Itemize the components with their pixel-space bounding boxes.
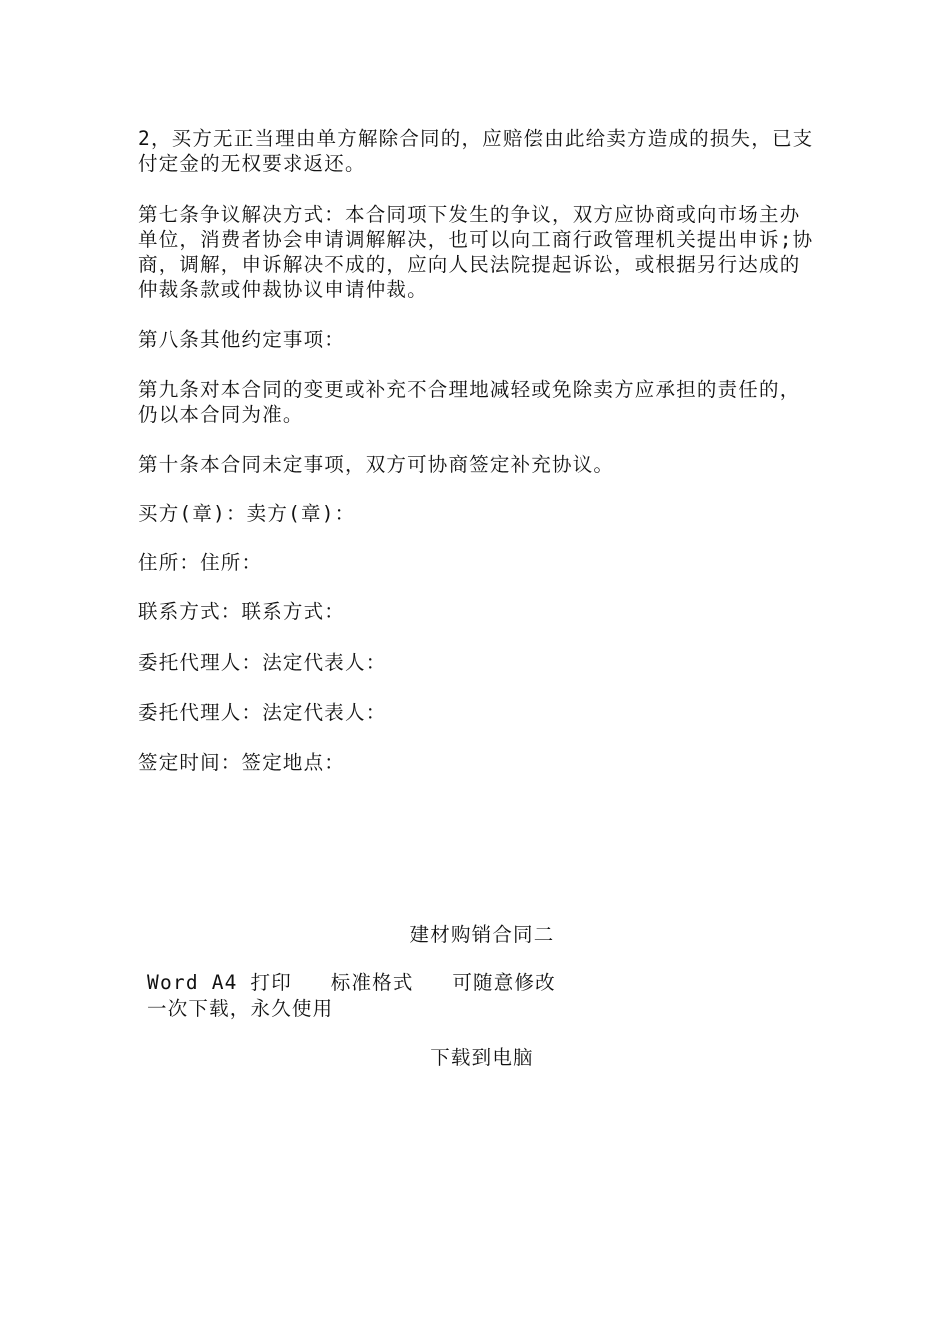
- signature-line-agent: 委托代理人：法定代表人：: [138, 651, 387, 674]
- clause-paragraph-other-matters: 第八条其他约定事项：: [138, 328, 346, 351]
- signature-line-address: 住所：住所：: [138, 551, 263, 574]
- download-to-computer-link[interactable]: 下载到电脑: [430, 1046, 534, 1069]
- signature-line-seal: 买方(章)：卖方(章)：: [138, 502, 356, 525]
- footer-usage-line: 一次下载，永久使用: [147, 997, 334, 1020]
- clause-paragraph-undetermined: 第十条本合同未定事项，双方可协商签定补充协议。: [138, 453, 615, 476]
- clause-paragraph-buyer-termination: 2，买方无正当理由单方解除合同的，应赔偿由此给卖方造成的损失，已支付定金的无权要求返还。: [138, 127, 814, 175]
- footer-features-line: Word A4 打印 标准格式 可随意修改: [147, 971, 556, 994]
- signature-line-agent-2: 委托代理人：法定代表人：: [138, 701, 387, 724]
- signature-line-contact: 联系方式：联系方式：: [138, 600, 346, 623]
- footer-document-title: 建材购销合同二: [409, 923, 555, 946]
- clause-paragraph-dispute-resolution: 第七条争议解决方式：本合同项下发生的争议，双方应协商或向市场主办单位，消费者协会申请调解解决，也可以向工商行政管理机关提出申诉;协商，调解，申诉解决不成的，应向人民法院提起诉讼，或根据另行达成的仲裁条款或仲裁协议申请仲裁。: [138, 203, 814, 301]
- signature-line-date-place: 签定时间：签定地点：: [138, 751, 346, 774]
- clause-paragraph-amendment: 第九条对本合同的变更或补充不合理地减轻或免除卖方应承担的责任的，仍以本合同为准。: [138, 378, 801, 426]
